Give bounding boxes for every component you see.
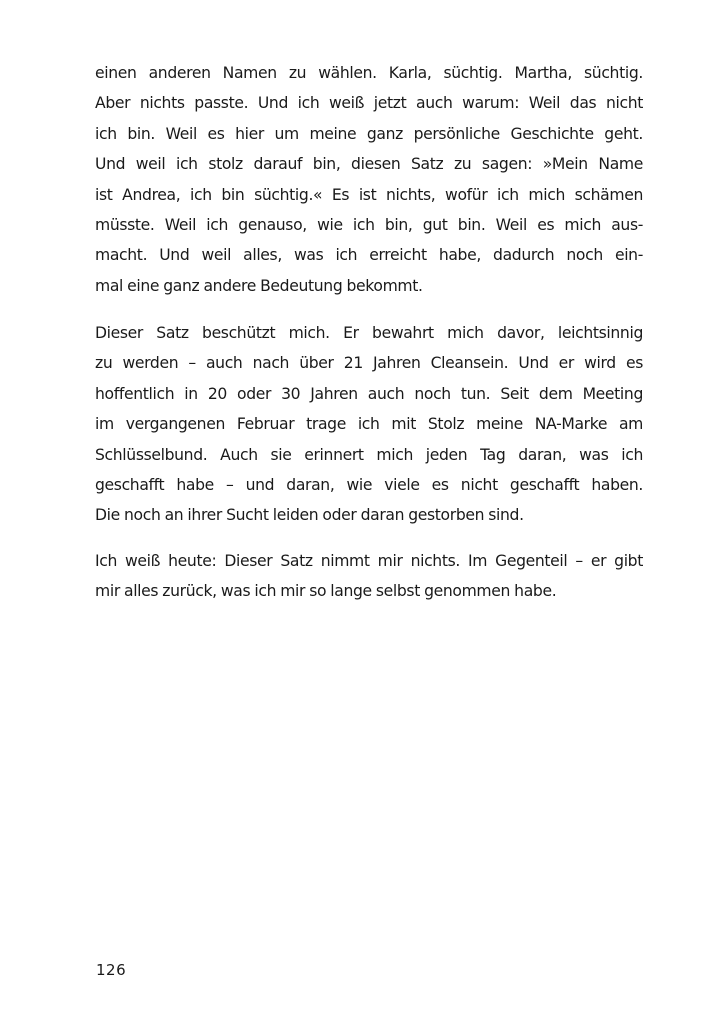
text-line: mir alles zurück, was ich mir so lange selbst genommen habe. <box>95 582 557 601</box>
text-line: Aber nichts passte. Und ich weiß jetzt auch warum: Weil das nicht <box>95 94 643 113</box>
text-line: Und weil ich stolz darauf bin, diesen Satz zu sagen: »Mein Name <box>95 155 643 174</box>
text-line: geschafft habe – und daran, wie viele es nicht geschafft haben. <box>95 475 643 494</box>
text-line: Die noch an ihrer Sucht leiden oder daran gestorben sind. <box>95 506 524 525</box>
text-line: macht. Und weil alles, was ich erreicht habe, dadurch noch ein- <box>95 246 643 265</box>
text-line: im vergangenen Februar trage ich mit Stolz meine NA-Marke am <box>95 415 643 434</box>
text-line: Ich weiß heute: Dieser Satz nimmt mir nichts. Im Gegenteil – er gibt <box>95 552 643 570</box>
text-line: Dieser Satz beschützt mich. Er bewahrt mich davor, leichtsinnig <box>95 324 643 342</box>
text-line: hoffentlich in 20 oder 30 Jahren auch noch tun. Seit dem Meeting <box>95 384 643 403</box>
paragraph-2 <box>95 318 643 531</box>
text-line: ist Andrea, ich bin süchtig.« Es ist nichts, wofür ich mich schämen <box>95 185 643 204</box>
text-line: Schlüsselbund. Auch sie erinnert mich jeden Tag daran, was ich <box>95 445 643 464</box>
text-line: einen anderen Namen zu wählen. Karla, süchtig. Martha, süchtig. <box>95 64 643 82</box>
paragraph-3 <box>95 546 643 607</box>
text-line: ich bin. Weil es hier um meine ganz persönliche Geschichte geht. <box>95 124 643 143</box>
text-line: müsste. Weil ich genauso, wie ich bin, gut bin. Weil es mich aus- <box>95 215 643 234</box>
paragraph-1 <box>95 58 643 301</box>
text-line: mal eine ganz andere Bedeutung bekommt. <box>95 276 423 295</box>
page-number: 126 <box>96 961 127 979</box>
text-line: zu werden – auch nach über 21 Jahren Cleansein. Und er wird es <box>95 354 643 373</box>
